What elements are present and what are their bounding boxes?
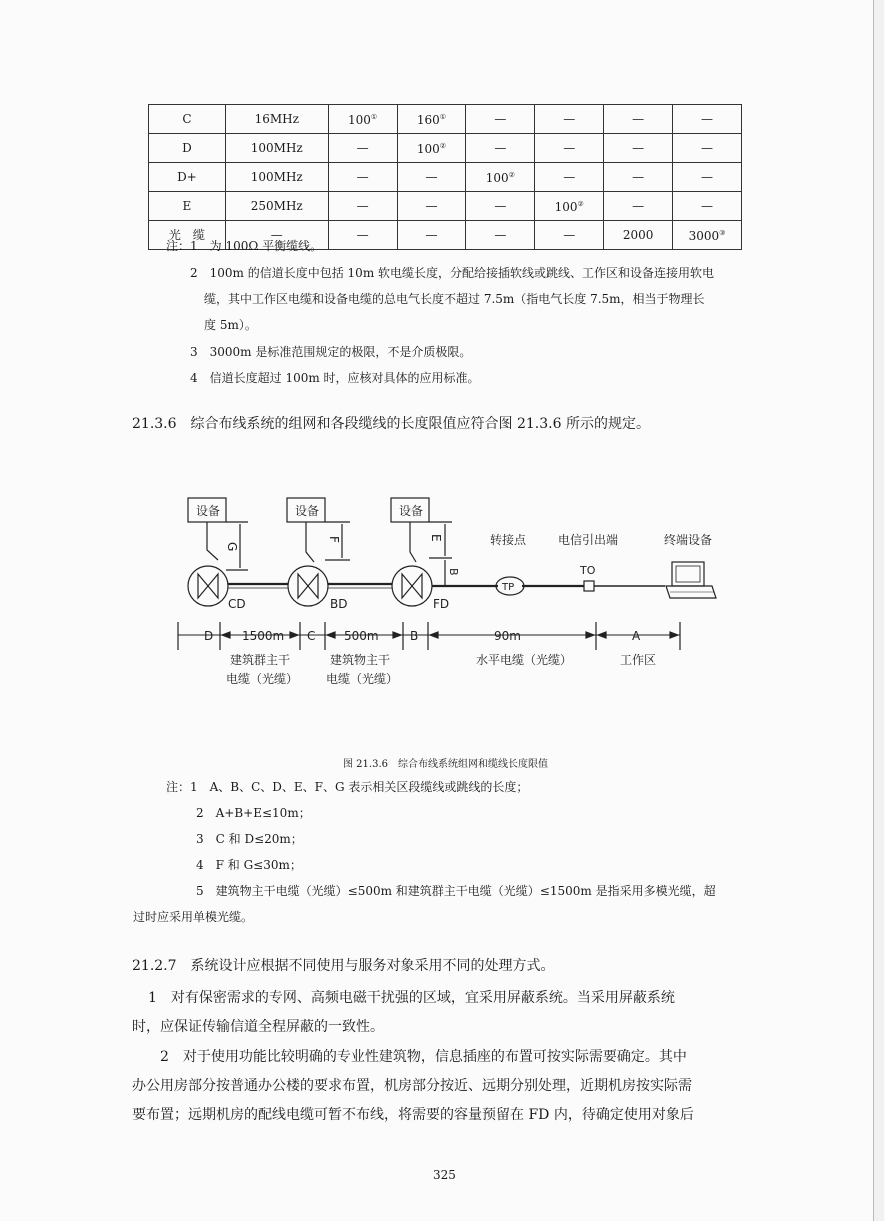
length-cell bbox=[673, 105, 742, 134]
length-value: — bbox=[632, 111, 645, 126]
dim-e: E bbox=[429, 534, 443, 542]
horizontal-cable-label: 水平电缆（光缆） bbox=[476, 653, 573, 667]
campus-backbone-label-1: 建筑群主干 bbox=[230, 653, 291, 667]
table-row bbox=[149, 105, 742, 134]
length-value: 2000 bbox=[622, 227, 654, 242]
frequency-cell: 100MHz bbox=[225, 134, 328, 163]
length-cell bbox=[397, 134, 466, 163]
frequency-cell: 16MHz bbox=[225, 105, 328, 134]
length-value: 100 bbox=[485, 171, 509, 185]
length-value: — bbox=[632, 198, 645, 213]
length-value: — bbox=[563, 140, 576, 155]
terminal-label: 终端设备 bbox=[664, 533, 713, 547]
page-number: 325 bbox=[433, 1168, 456, 1182]
section-21-3-6: 21.3.6 综合布线系统的组网和各段缆线的长度限值应符合图 21.3.6 所示的规定。 bbox=[132, 416, 650, 432]
footnote-marker: ② bbox=[439, 142, 447, 150]
paragraph-2-line-2: 办公用房部分按普通办公楼的要求布置，机房部分按近、远期分别处理，近期机房按实际需 bbox=[132, 1078, 692, 1094]
page-edge bbox=[873, 0, 884, 1221]
seg-a-label: A bbox=[632, 629, 641, 643]
table-row bbox=[149, 192, 742, 221]
length-value: — bbox=[701, 140, 714, 155]
class-cell: D bbox=[149, 134, 226, 163]
seg-90-label: 90m bbox=[494, 629, 521, 643]
fig-note-4: 4 F 和 G≤30m； bbox=[196, 858, 302, 872]
outlet-label: 电信引出端 bbox=[558, 533, 619, 547]
tp-label: TP bbox=[502, 582, 515, 593]
dim-b: B bbox=[447, 568, 460, 576]
building-backbone-label-2: 电缆（光缆） bbox=[326, 672, 399, 686]
fig-note-5-line-1: 5 建筑物主干电缆（光缆）≤500m 和建筑群主干电缆（光缆）≤1500m 是指采用多模光缆，超 bbox=[196, 884, 716, 898]
length-value: — bbox=[701, 198, 714, 213]
frequency-cell: — bbox=[225, 221, 328, 250]
length-value: — bbox=[425, 169, 438, 184]
node-label-cd: CD bbox=[228, 597, 246, 611]
footnote-marker: ② bbox=[577, 200, 584, 208]
dim-g: G bbox=[225, 542, 239, 552]
frequency-cell: 100MHz bbox=[225, 163, 328, 192]
seg-b-label: B bbox=[410, 629, 419, 643]
building-backbone-label-1: 建筑物主干 bbox=[330, 653, 391, 667]
length-cell bbox=[604, 105, 673, 134]
length-value: — bbox=[563, 227, 576, 242]
table-note-3: 3 3000m 是标准范围规定的极限，不是介质极限。 bbox=[190, 345, 472, 359]
terminal-monitor bbox=[672, 562, 704, 586]
table-note-2-line-3: 度 5m）。 bbox=[204, 318, 257, 332]
length-cell bbox=[466, 221, 535, 250]
length-value: — bbox=[356, 227, 369, 242]
fig-note-3: 3 C 和 D≤20m； bbox=[196, 832, 303, 846]
length-cell bbox=[466, 105, 535, 134]
length-value: 100 bbox=[554, 200, 578, 214]
length-cell bbox=[397, 192, 466, 221]
length-value: 160 bbox=[416, 113, 440, 127]
length-cell bbox=[535, 192, 604, 221]
paragraph-2-line-1: 2 对于使用功能比较明确的专业性建筑物，信息插座的布置可按实际需要确定。其中 bbox=[160, 1049, 687, 1065]
table-note-2-line-2: 缆，其中工作区电缆和设备电缆的总电气长度不超过 7.5m（指电气长度 7.5m，相当于物理长 bbox=[204, 292, 705, 306]
table-note-2-line-1: 2 100m 的信道长度中包括 10m 软电缆长度，分配给接插软线或跳线、工作区和设备连接用软电 bbox=[190, 266, 715, 280]
length-cell bbox=[673, 192, 742, 221]
length-cell bbox=[535, 105, 604, 134]
class-cell: E bbox=[149, 192, 226, 221]
seg-1500-label: 1500m bbox=[242, 629, 285, 643]
class-cell: D+ bbox=[149, 163, 226, 192]
length-cell bbox=[466, 192, 535, 221]
table-body bbox=[149, 105, 742, 250]
length-cell bbox=[328, 134, 397, 163]
table-row bbox=[149, 134, 742, 163]
paragraph-2-line-3: 要布置；远期机房的配线电缆可暂不布线，将需要的容量预留在 FD 内，待确定使用对象后 bbox=[132, 1107, 694, 1123]
section-21-2-7: 21.2.7 系统设计应根据不同使用与服务对象采用不同的处理方式。 bbox=[132, 958, 555, 974]
length-cell bbox=[604, 134, 673, 163]
table-note-1: 注：1 为 100Ω 平衡缆线。 bbox=[166, 239, 323, 253]
class-cell: 光 缆 bbox=[149, 221, 226, 250]
length-value: — bbox=[632, 140, 645, 155]
device-label-cd: 设备 bbox=[196, 504, 221, 518]
length-cell bbox=[604, 221, 673, 250]
frequency-cell: 250MHz bbox=[225, 192, 328, 221]
length-value: — bbox=[356, 169, 369, 184]
seg-d-label: D bbox=[204, 629, 214, 643]
channel-length-table bbox=[148, 104, 742, 250]
node-label-fd: FD bbox=[433, 597, 450, 611]
length-cell bbox=[673, 221, 742, 250]
figure-caption: 图 21.3.6 综合布线系统组网和缆线长度限值 bbox=[343, 759, 548, 770]
table-row bbox=[149, 163, 742, 192]
length-cell bbox=[466, 163, 535, 192]
length-value: 3000 bbox=[688, 229, 720, 243]
table-note-4: 4 信道长度超过 100m 时，应核对具体的应用标准。 bbox=[190, 371, 480, 385]
seg-500-label: 500m bbox=[344, 629, 379, 643]
work-area-label: 工作区 bbox=[620, 653, 657, 667]
length-cell bbox=[604, 192, 673, 221]
to-outlet-box bbox=[584, 581, 594, 591]
length-value: — bbox=[632, 169, 645, 184]
length-value: — bbox=[494, 198, 507, 213]
length-value: — bbox=[563, 169, 576, 184]
dim-f: F bbox=[327, 536, 341, 543]
length-cell bbox=[397, 221, 466, 250]
length-value: — bbox=[356, 198, 369, 213]
class-cell: C bbox=[149, 105, 226, 134]
length-value: — bbox=[494, 140, 507, 155]
to-label: TO bbox=[580, 564, 596, 577]
campus-backbone-label-2: 电缆（光缆） bbox=[226, 672, 299, 686]
device-label-fd: 设备 bbox=[399, 504, 424, 518]
length-cell bbox=[466, 134, 535, 163]
network-topology-diagram bbox=[160, 490, 720, 705]
fig-note-2: 2 A+B+E≤10m； bbox=[196, 806, 311, 820]
footnote-marker: ① bbox=[439, 113, 447, 121]
footnote-marker: ① bbox=[370, 113, 378, 121]
length-value: — bbox=[425, 198, 438, 213]
paragraph-1-line-1: 1 对有保密需求的专网、高频电磁干扰强的区域，宜采用屏蔽系统。当采用屏蔽系统 bbox=[148, 990, 675, 1006]
node-label-bd: BD bbox=[330, 597, 348, 611]
length-value: 100 bbox=[416, 142, 440, 156]
fig-note-5-line-2: 过时应采用单模光缆。 bbox=[133, 910, 254, 924]
footnote-marker: ② bbox=[508, 171, 515, 179]
device-link-bd bbox=[306, 522, 314, 562]
length-value: — bbox=[356, 140, 369, 155]
length-cell bbox=[397, 105, 466, 134]
fig-note-1: 注：1 A、B、C、D、E、F、G 表示相关区段缆线或跳线的长度； bbox=[166, 780, 529, 794]
length-cell bbox=[604, 163, 673, 192]
length-cell bbox=[328, 105, 397, 134]
length-cell bbox=[673, 134, 742, 163]
device-link-fd bbox=[410, 522, 416, 562]
length-cell bbox=[535, 134, 604, 163]
length-value: — bbox=[494, 227, 507, 242]
length-value: — bbox=[563, 111, 576, 126]
device-link-cd bbox=[207, 522, 218, 560]
seg-c-label: C bbox=[307, 629, 316, 643]
length-cell bbox=[673, 163, 742, 192]
footnote-marker: ③ bbox=[719, 229, 726, 237]
length-value: — bbox=[425, 227, 438, 242]
length-value: — bbox=[494, 111, 507, 126]
length-value: — bbox=[701, 169, 714, 184]
length-cell bbox=[328, 192, 397, 221]
length-cell bbox=[328, 163, 397, 192]
length-value: — bbox=[701, 111, 714, 126]
transfer-point-label: 转接点 bbox=[490, 533, 527, 547]
length-value: 100 bbox=[348, 113, 371, 127]
length-cell bbox=[397, 163, 466, 192]
paragraph-1-line-2: 时，应保证传输信道全程屏蔽的一致性。 bbox=[132, 1019, 384, 1035]
length-cell bbox=[328, 221, 397, 250]
length-cell bbox=[535, 221, 604, 250]
length-cell bbox=[535, 163, 604, 192]
device-label-bd: 设备 bbox=[295, 504, 320, 518]
